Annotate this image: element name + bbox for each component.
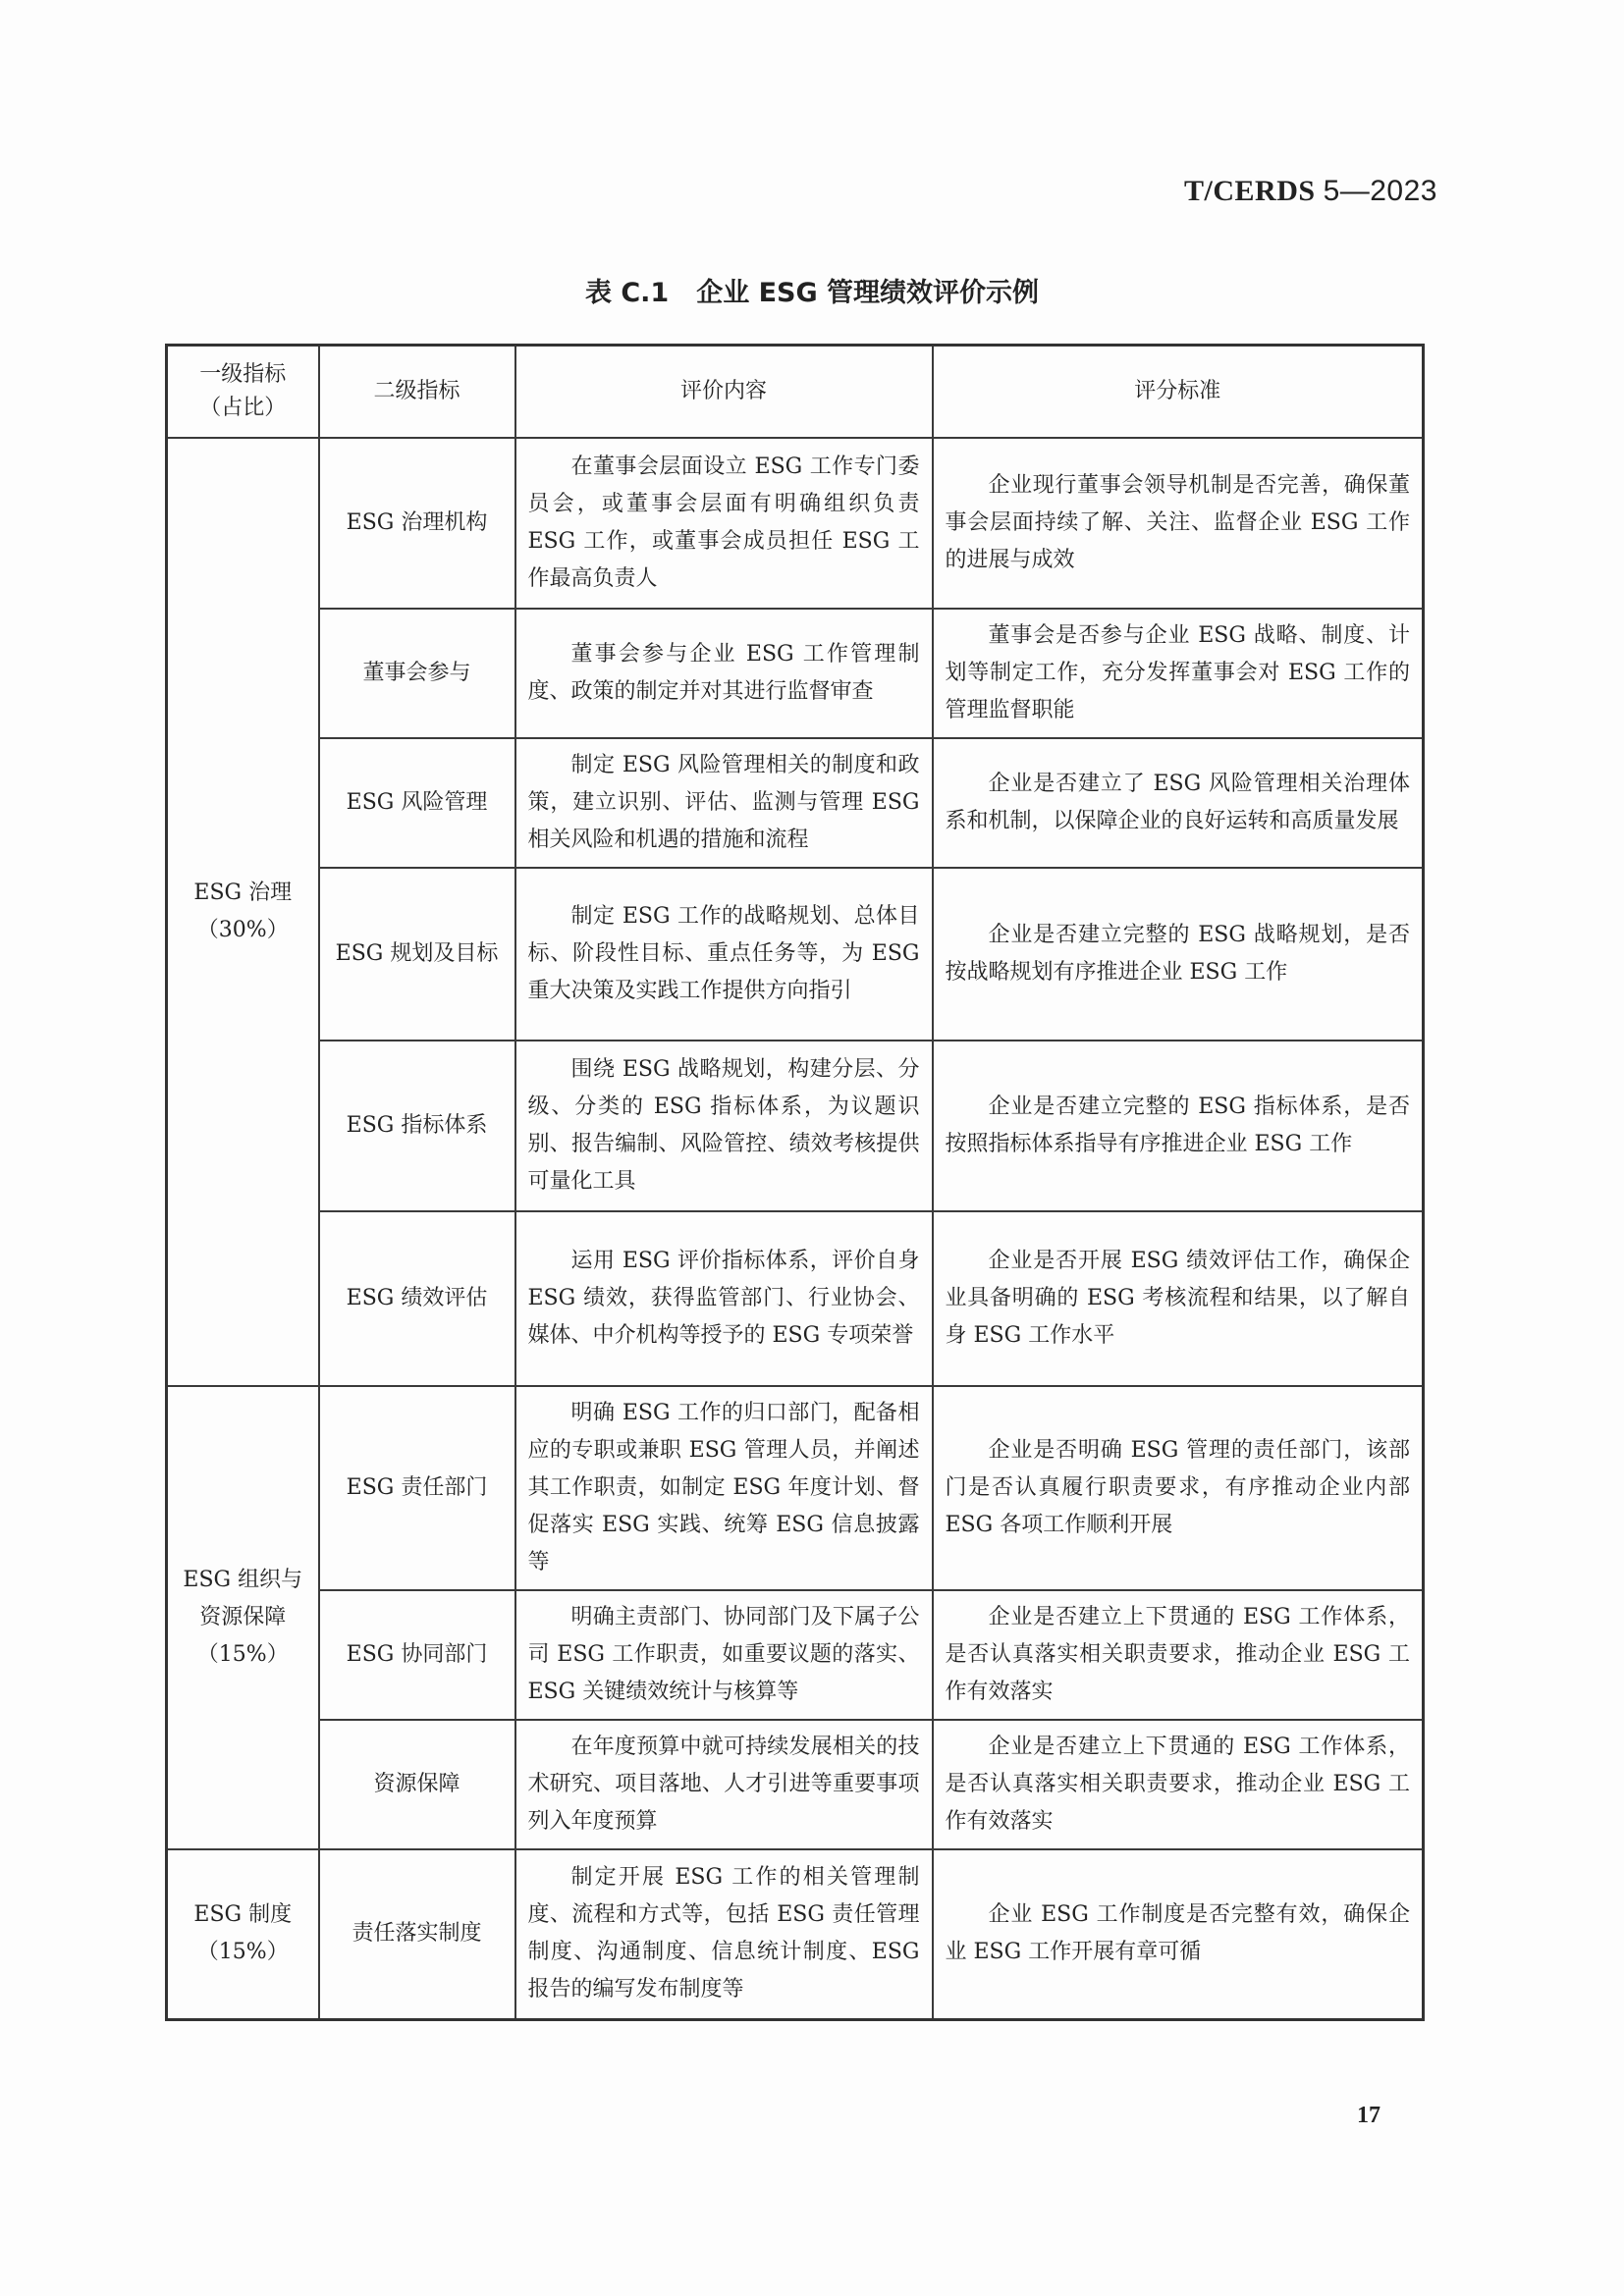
table-row bbox=[167, 868, 1424, 1041]
evaluation-content: 明确主责部门、协同部门及下属子公司 ESG 工作职责，如重要议题的落实、ESG 关键绩效统计与核算等 bbox=[515, 1590, 933, 1720]
scoring-criteria: 企业是否建立完整的 ESG 战略规划，是否按战略规划有序推进企业 ESG 工作 bbox=[933, 868, 1424, 1041]
evaluation-content: 围绕 ESG 战略规划，构建分层、分级、分类的 ESG 指标体系，为议题识别、报告编制、风险管控、绩效考核提供可量化工具 bbox=[515, 1041, 933, 1211]
secondary-indicator: ESG 绩效评估 bbox=[319, 1211, 515, 1386]
table-row bbox=[167, 609, 1424, 738]
evaluation-table bbox=[165, 344, 1425, 2021]
scoring-criteria: 企业是否建立上下贯通的 ESG 工作体系，是否认真落实相关职责要求，推动企业 ESG 工作有效落实 bbox=[933, 1590, 1424, 1720]
table-row bbox=[167, 1590, 1424, 1720]
evaluation-content: 明确 ESG 工作的归口部门，配备相应的专职或兼职 ESG 管理人员，并阐述其工作职责，如制定 ESG 年度计划、督促落实 ESG 实践、统筹 ESG 信息披露等 bbox=[515, 1386, 933, 1590]
primary-indicator-name: ESG 制度 bbox=[193, 1902, 293, 1928]
primary-indicator-cell bbox=[167, 1386, 319, 1849]
primary-indicator-weight: （15%） bbox=[196, 1641, 289, 1667]
secondary-indicator: 资源保障 bbox=[319, 1720, 515, 1849]
primary-indicator-cell bbox=[167, 1849, 319, 2020]
table-row bbox=[167, 1849, 1424, 2020]
evaluation-content: 制定 ESG 工作的战略规划、总体目标、阶段性目标、重点任务等，为 ESG 重大决策及实践工作提供方向指引 bbox=[515, 868, 933, 1041]
table-caption: 企业 ESG 管理绩效评价示例 bbox=[696, 278, 1040, 308]
secondary-indicator: ESG 责任部门 bbox=[319, 1386, 515, 1590]
evaluation-content: 制定开展 ESG 工作的相关管理制度、流程和方式等，包括 ESG 责任管理制度、沟通制度、信息统计制度、ESG 报告的编写发布制度等 bbox=[515, 1849, 933, 2020]
secondary-indicator: ESG 治理机构 bbox=[319, 438, 515, 609]
table-header-row bbox=[167, 346, 1424, 438]
scoring-criteria: 企业是否明确 ESG 管理的责任部门，该部门是否认真履行职责要求，有序推动企业内部 ESG 各项工作顺利开展 bbox=[933, 1386, 1424, 1590]
table-row bbox=[167, 1211, 1424, 1386]
scoring-criteria: 企业是否建立上下贯通的 ESG 工作体系，是否认真落实相关职责要求，推动企业 ESG 工作有效落实 bbox=[933, 1720, 1424, 1849]
table-number: 表 C.1 bbox=[584, 278, 670, 308]
table-row bbox=[167, 438, 1424, 609]
evaluation-content: 制定 ESG 风险管理相关的制度和政策，建立识别、评估、监测与管理 ESG 相关风险和机遇的措施和流程 bbox=[515, 738, 933, 868]
column-header-primary bbox=[167, 346, 319, 438]
evaluation-content: 董事会参与企业 ESG 工作管理制度、政策的制定并对其进行监督审查 bbox=[515, 609, 933, 738]
scoring-criteria: 企业 ESG 工作制度是否完整有效，确保企业 ESG 工作开展有章可循 bbox=[933, 1849, 1424, 2020]
column-header-content: 评价内容 bbox=[515, 346, 933, 438]
column-header-secondary: 二级指标 bbox=[319, 346, 515, 438]
primary-indicator-name: ESG 治理 bbox=[193, 880, 293, 905]
primary-indicator-weight: （15%） bbox=[196, 1940, 289, 1965]
secondary-indicator: 董事会参与 bbox=[319, 609, 515, 738]
evaluation-content: 运用 ESG 评价指标体系，评价自身 ESG 绩效，获得监管部门、行业协会、媒体、中介机构等授予的 ESG 专项荣誉 bbox=[515, 1211, 933, 1386]
primary-indicator-cell bbox=[167, 438, 319, 1386]
standard-code-prefix: T/CERDS bbox=[1184, 175, 1316, 207]
standard-code bbox=[1184, 175, 1437, 208]
table-row bbox=[167, 1386, 1424, 1590]
scoring-criteria: 董事会是否参与企业 ESG 战略、制度、计划等制定工作，充分发挥董事会对 ESG 工作的管理监督职能 bbox=[933, 609, 1424, 738]
page-number: 17 bbox=[1357, 2103, 1380, 2128]
table-row bbox=[167, 1041, 1424, 1211]
secondary-indicator: ESG 规划及目标 bbox=[319, 868, 515, 1041]
table-title bbox=[0, 271, 1624, 309]
scoring-criteria: 企业现行董事会领导机制是否完善，确保董事会层面持续了解、关注、监督企业 ESG 工作的进展与成效 bbox=[933, 438, 1424, 609]
table-row bbox=[167, 738, 1424, 868]
column-header-primary-line2: （占比） bbox=[199, 395, 287, 420]
primary-indicator-name: ESG 组织与资源保障 bbox=[183, 1567, 303, 1629]
secondary-indicator: ESG 指标体系 bbox=[319, 1041, 515, 1211]
scoring-criteria: 企业是否建立完整的 ESG 指标体系，是否按照指标体系指导有序推进企业 ESG 工作 bbox=[933, 1041, 1424, 1211]
column-header-criteria: 评分标准 bbox=[933, 346, 1424, 438]
secondary-indicator: 责任落实制度 bbox=[319, 1849, 515, 2020]
table-row bbox=[167, 1720, 1424, 1849]
evaluation-content: 在董事会层面设立 ESG 工作专门委员会，或董事会层面有明确组织负责 ESG 工作，或董事会成员担任 ESG 工作最高负责人 bbox=[515, 438, 933, 609]
secondary-indicator: ESG 风险管理 bbox=[319, 738, 515, 868]
evaluation-content: 在年度预算中就可持续发展相关的技术研究、项目落地、人才引进等重要事项列入年度预算 bbox=[515, 1720, 933, 1849]
standard-code-number: 5—2023 bbox=[1323, 175, 1437, 207]
secondary-indicator: ESG 协同部门 bbox=[319, 1590, 515, 1720]
primary-indicator-weight: （30%） bbox=[196, 917, 289, 942]
scoring-criteria: 企业是否建立了 ESG 风险管理相关治理体系和机制，以保障企业的良好运转和高质量发展 bbox=[933, 738, 1424, 868]
scoring-criteria: 企业是否开展 ESG 绩效评估工作，确保企业具备明确的 ESG 考核流程和结果，以了解自身 ESG 工作水平 bbox=[933, 1211, 1424, 1386]
column-header-primary-line1: 一级指标 bbox=[199, 361, 287, 387]
